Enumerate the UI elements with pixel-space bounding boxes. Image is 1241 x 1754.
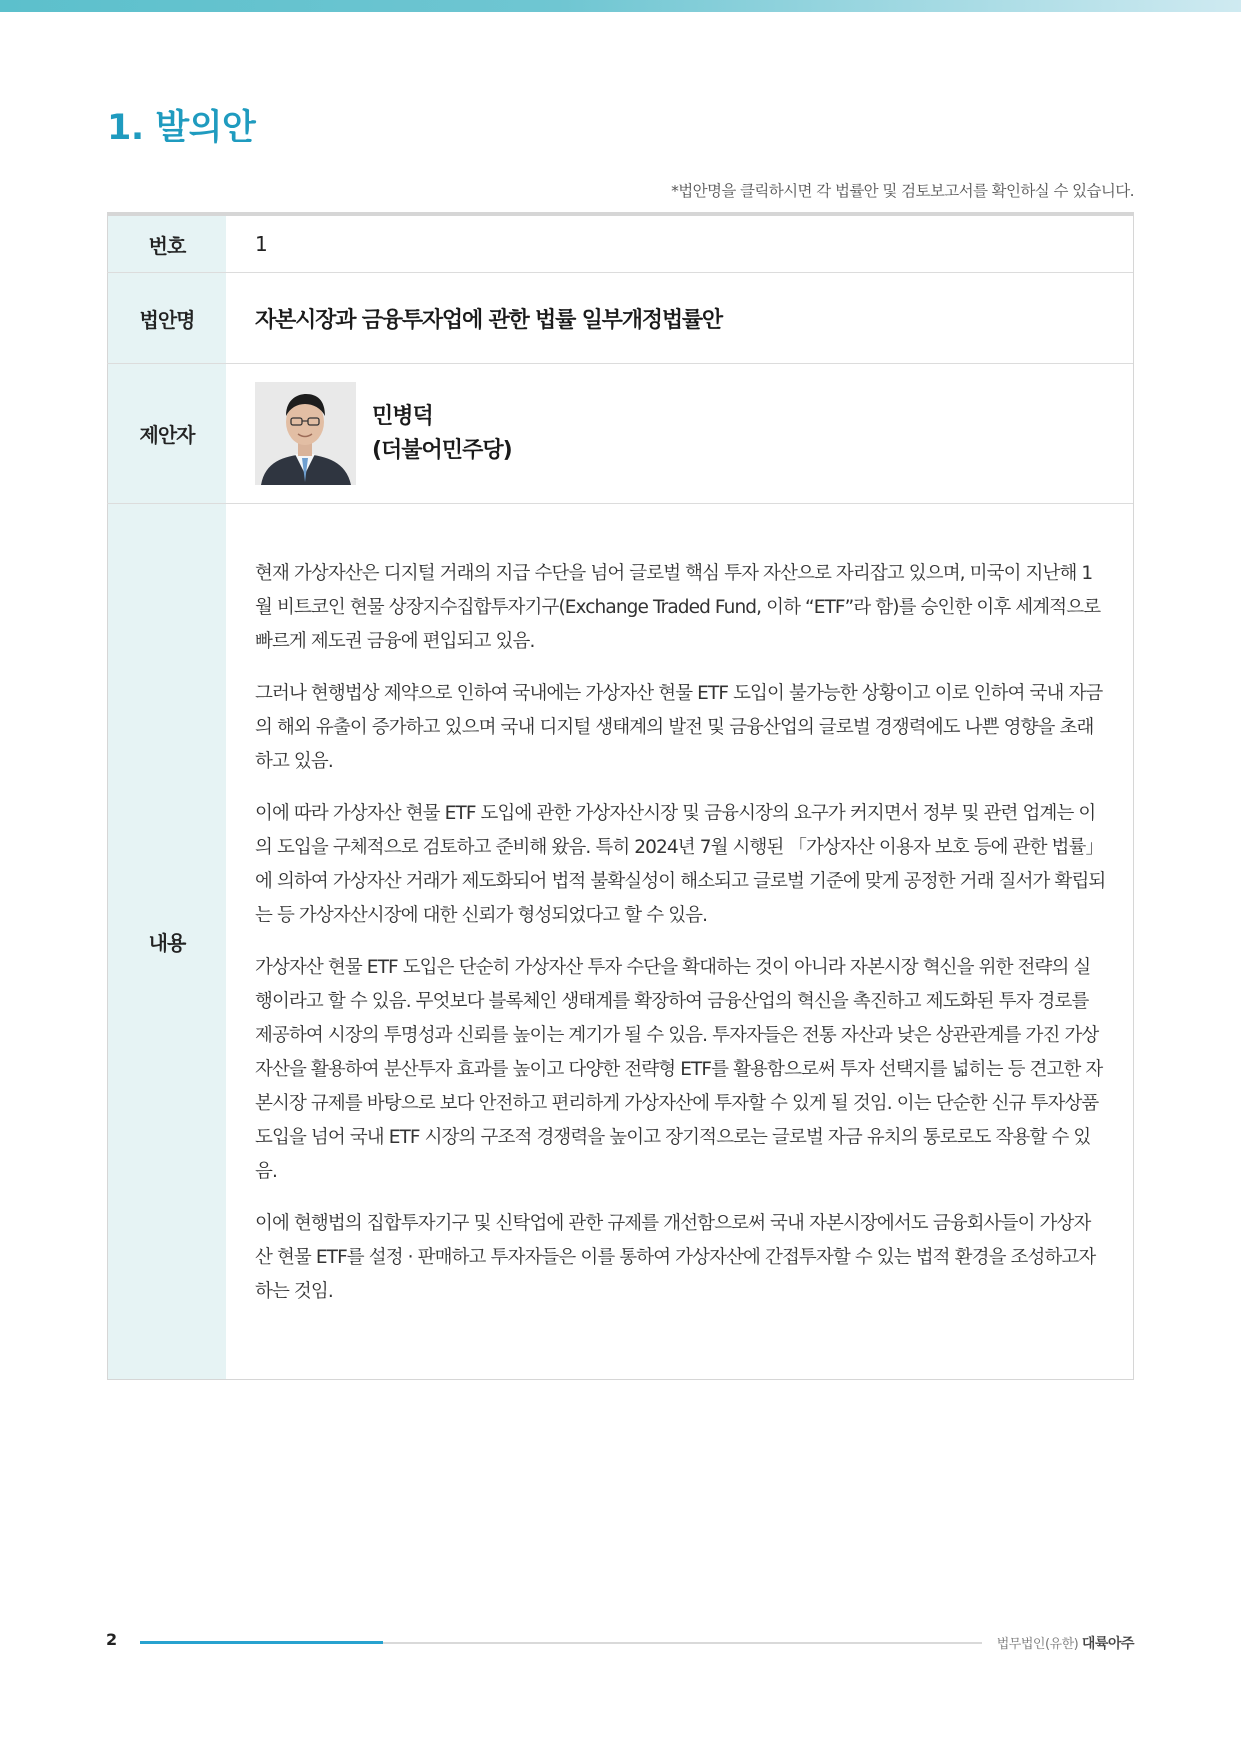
row-proposer <box>107 364 1133 504</box>
row-bill-name <box>107 273 1133 364</box>
content-paragraph: 이에 따라 가상자산 현물 ETF 도입에 관한 가상자산시장 및 금융시장의 요구가 커지면서 정부 및 관련 업계는 이의 도입을 구체적으로 검토하고 준비해 왔음. 특히 2024년 7월 시행된 「가상자산 이용자 보호 등에 관한 법률」에 의하여 가상자산 거래가 제도화되어 법적 불확실성이 해소되고 글로벌 기준에 맞게 공정한 거래 질서가 확립되는 등 가상자산시장에 대한 신뢰가 형성되었다고 할 수 있음. <box>255 803 1106 926</box>
page-number: 2 <box>106 1630 118 1649</box>
proposer-portrait-icon <box>255 382 356 485</box>
footer-divider-accent <box>140 1641 383 1644</box>
firm-name: 대륙아주 <box>1081 1636 1134 1652</box>
content-paragraph: 가상자산 현물 ETF 도입은 단순히 가상자산 투자 수단을 확대하는 것이 아니라 자본시장 혁신을 위한 전략의 실행이라고 할 수 있음. 무엇보다 블록체인 생태계를 확장하여 금융산업의 혁신을 촉진하고 제도화된 투자 경로를 제공하여 시장의 투명성과 신뢰를 높이는 계기가 될 수 있음. 투자자들은 전통 자산과 낮은 상관관계를 가진 가상자산을 활용하여 분산투자 효과를 높이고 다양한 전략형 ETF를 활용함으로써 투자 선택지를 넓히는 등 견고한 자본시장 규제를 바탕으로 보다 안전하고 편리하게 가상자산에 투자할 수 있게 될 것임. 이는 단순한 신규 투자상품 도입을 넘어 국내 ETF 시장의 구조적 경쟁력을 높이고 장기적으로는 글로벌 자금 유치의 통로로도 작용할 수 있음. <box>255 957 1103 1182</box>
content-paragraph: 그러나 현행법상 제약으로 인하여 국내에는 가상자산 현물 ETF 도입이 불가능한 상황이고 이로 인하여 국내 자금의 해외 유출이 증가하고 있으며 국내 디지털 생태계의 발전 및 금융산업의 글로벌 경쟁력에도 나쁜 영향을 초래하고 있음. <box>255 683 1103 772</box>
number-value: 1 <box>255 232 268 256</box>
content-paragraph: 현재 가상자산은 디지털 거래의 지급 수단을 넘어 글로벌 핵심 투자 자산으로 자리잡고 있으며, 미국이 지난해 1월 비트코인 현물 상장지수집합투자기구(Exchange Traded Fund, 이하 “ETF”라 함)를 승인한 이후 세계적으로 빠르게 제도권 금융에 편입되고 있음. <box>255 563 1101 652</box>
section-title: 1. 발의안 <box>107 108 256 148</box>
bill-name-label: 법안명 <box>107 273 226 363</box>
bill-table <box>107 212 1134 1380</box>
bill-link-notice: *법안명을 클릭하시면 각 법률안 및 검토보고서를 확인하실 수 있습니다. <box>671 182 1134 200</box>
content-label: 내용 <box>107 504 226 1379</box>
content-paragraph: 이에 현행법의 집합투자기구 및 신탁업에 관한 규제를 개선함으로써 국내 자본시장에서도 금융회사들이 가상자산 현물 ETF를 설정 · 판매하고 투자자들은 이를 통하여 가상자산에 간접투자할 수 있는 법적 환경을 조성하고자 하는 것임. <box>255 1213 1096 1302</box>
number-label: 번호 <box>107 216 226 272</box>
proposer-name: 민병덕 <box>372 403 433 429</box>
content-body <box>255 557 1107 1327</box>
row-number <box>107 216 1133 273</box>
footer-firm <box>997 1633 1134 1653</box>
top-accent-bar <box>0 0 1241 12</box>
firm-prefix: 법무법인(유한) <box>996 1637 1079 1652</box>
row-content <box>107 504 1133 1379</box>
proposer-photo <box>255 382 356 485</box>
bill-name-link[interactable]: 자본시장과 금융투자업에 관한 법률 일부개정법률안 <box>255 307 722 333</box>
proposer-party: (더불어민주당) <box>372 437 512 463</box>
proposer-label: 제안자 <box>107 364 226 503</box>
